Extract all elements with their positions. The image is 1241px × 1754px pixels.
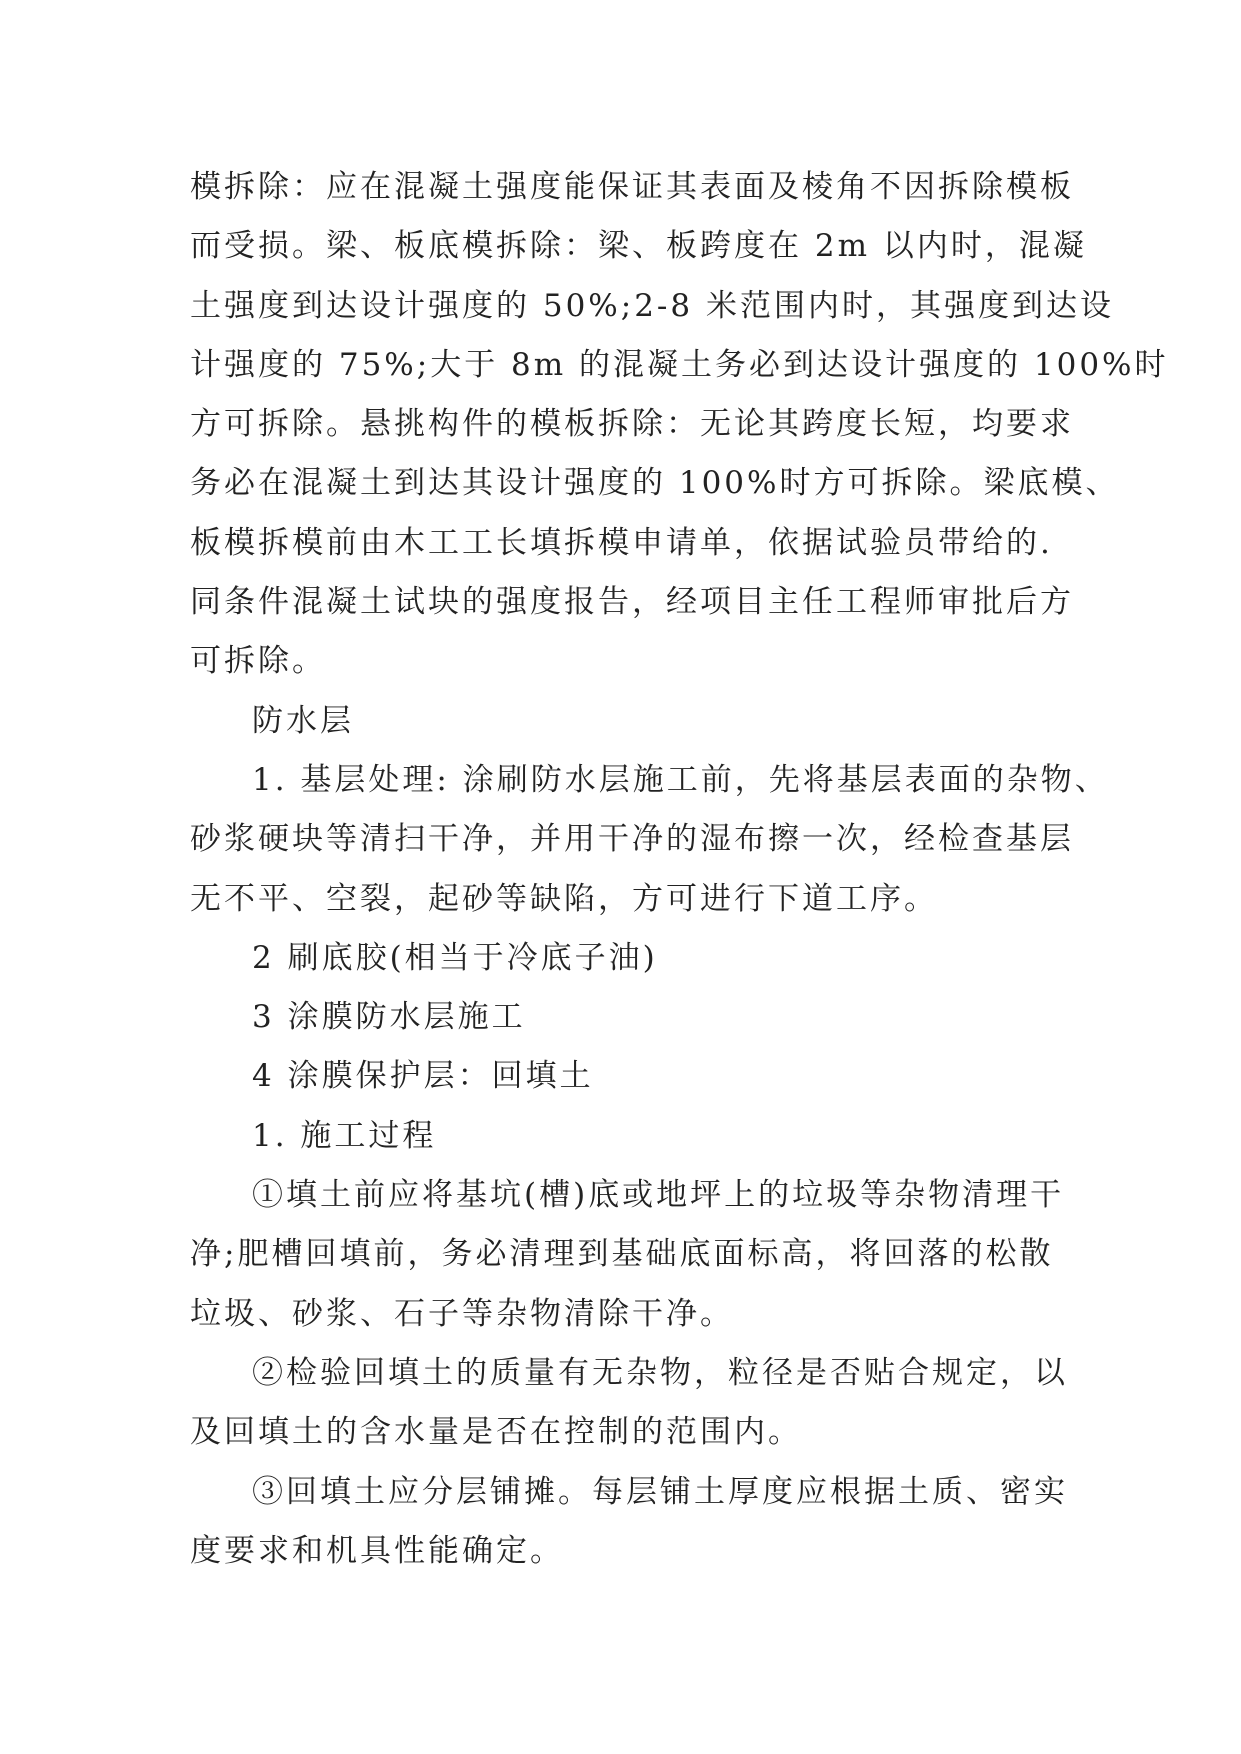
text-line: 2 刷底胶(相当于冷底子油) <box>252 939 658 976</box>
document-body <box>190 158 1169 1581</box>
text-line: 及回填土的含水量是否在控制的范围内。 <box>190 1414 802 1451</box>
text-line: 同条件混凝土试块的强度报告，经项目主任工程师审批后方 <box>190 584 1074 621</box>
text-line: ③回填土应分层铺摊。每层铺土厚度应根据土质、密实 <box>252 1473 1068 1510</box>
text-line: 1. 基层处理: 涂刷防水层施工前，先将基层表面的杂物、 <box>252 761 1109 798</box>
text-line: 计强度的 75%;大于 8m 的混凝土务必到达设计强度的 100%时 <box>190 346 1169 383</box>
text-line: 模拆除：应在混凝土强度能保证其表面及棱角不因拆除模板 <box>190 169 1074 205</box>
text-line: 4 涂膜保护层：回填土 <box>252 1058 594 1095</box>
text-line: 可拆除。 <box>190 643 326 680</box>
text-line: 方可拆除。悬挑构件的模板拆除：无论其跨度长短，均要求 <box>190 406 1074 443</box>
text-line: ①填土前应将基坑(槽)底或地坪上的垃圾等杂物清理干 <box>252 1177 1065 1214</box>
text-line: 净;肥槽回填前，务必清理到基础底面标高，将回落的松散 <box>190 1236 1054 1273</box>
text-line: 无不平、空裂，起砂等缺陷，方可进行下道工序。 <box>190 880 938 917</box>
text-line: 而受损。梁、板底模拆除：梁、板跨度在 2m 以内时，混凝 <box>190 228 1087 265</box>
text-line: 板模拆模前由木工工长填拆模申请单，依据试验员带给的. <box>190 524 1053 561</box>
text-line: 垃圾、砂浆、石子等杂物清除干净。 <box>190 1295 734 1332</box>
section-heading: 防水层 <box>252 702 354 739</box>
text-line: 3 涂膜防水层施工 <box>252 999 526 1036</box>
text-line: 砂浆硬块等清扫干净，并用干净的湿布擦一次，经检查基层 <box>190 821 1074 858</box>
text-line: 土强度到达设计强度的 50%;2-8 米范围内时，其强度到达设 <box>190 287 1114 324</box>
text-line: 度要求和机具性能确定。 <box>190 1532 564 1569</box>
text-line: 1. 施工过程 <box>252 1117 437 1154</box>
text-line: 务必在混凝土到达其设计强度的 100%时方可拆除。梁底模、 <box>190 465 1120 502</box>
text-line: ②检验回填土的质量有无杂物，粒径是否贴合规定，以 <box>252 1354 1068 1391</box>
